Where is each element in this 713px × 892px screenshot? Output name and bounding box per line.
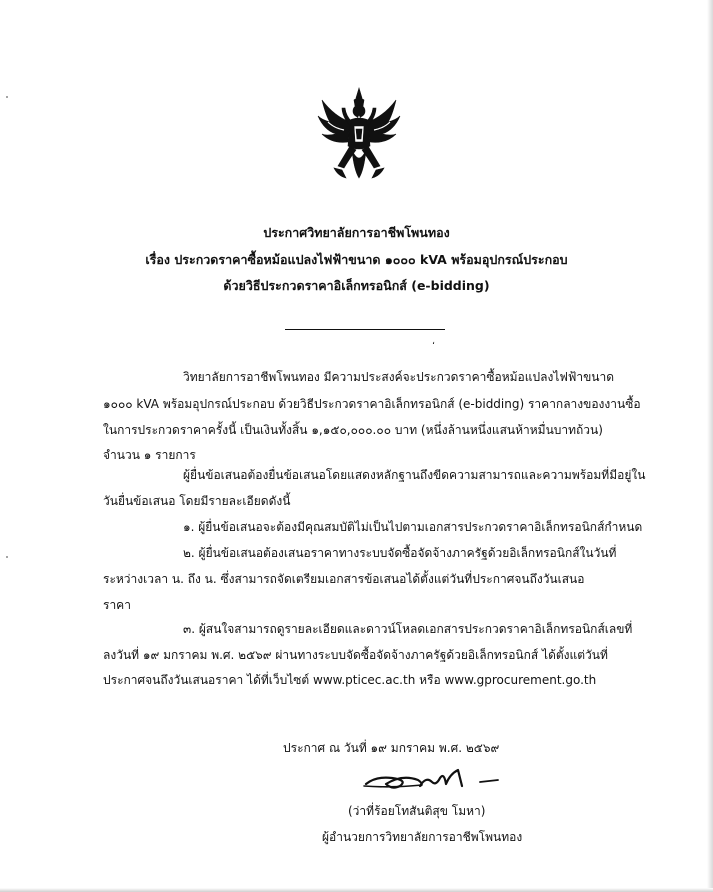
document-heading-org: ประกาศวิทยาลัยการอาชีพโพนทอง: [263, 225, 450, 240]
paragraph-2-line-1: ผู้ยื่นข้อเสนอต้องยื่นข้อเสนอโดยแสดงหลักฐานถึงขีดความสามารถและความพร้อมที่มีอยู่ใน: [183, 468, 646, 482]
list-item-3-line-3: ประกาศจนถึงวันเสนอราคา ได้ที่เว็บไซต์ www.pticec.ac.th หรือ www.gprocurement.go.th: [103, 673, 597, 687]
paragraph-1-line-1: วิทยาลัยการอาชีพโพนทอง มีความประสงค์จะประกวดราคาซื้อหม้อแปลงไฟฟ้าขนาด: [183, 370, 615, 384]
signer-name: (ว่าที่ร้อยโทสันติสุข โมหา): [348, 804, 486, 818]
garuda-emblem: [316, 86, 402, 186]
page-edge-shadow: [707, 0, 713, 892]
handwritten-signature: [362, 764, 502, 792]
document-heading-subject: เรื่อง ประกวดราคาซื้อหม้อแปลงไฟฟ้าขนาด ๑๐๐๐ kVA พร้อมอุปกรณ์ประกอบ: [145, 252, 568, 267]
list-item-2-line-3: ราคา: [103, 598, 131, 612]
document-heading-method: ด้วยวิธีประกวดราคาอิเล็กทรอนิกส์ (e-bidding): [223, 278, 490, 293]
stray-mark: ،: [432, 337, 435, 347]
list-item-2-line-1: ๒. ผู้ยื่นข้อเสนอต้องเสนอราคาทางระบบจัดซื้อจัดจ้างภาครัฐด้วยอิเล็กทรอนิกส์ในวันที่: [183, 546, 617, 560]
scan-speck: [6, 96, 8, 98]
paragraph-1-line-4: จำนวน ๑ รายการ: [103, 448, 196, 462]
list-item-3-line-1: ๓. ผู้สนใจสามารถดูรายละเอียดและดาวน์โหลดเอกสารประกวดราคาอิเล็กทรอนิกส์เลขที่: [183, 622, 633, 636]
paragraph-2-line-2: วันยื่นข้อเสนอ โดยมีรายละเอียดดังนี้: [103, 494, 291, 508]
list-item-3-line-2: ลงวันที่ ๑๙ มกราคม พ.ศ. ๒๕๖๙ ผ่านทางระบบจัดซื้อจัดจ้างภาครัฐด้วยอิเล็กทรอนิกส์ ได้ตั้งแต่วันที่: [103, 648, 608, 662]
announcement-date: ประกาศ ณ วันที่ ๑๙ มกราคม พ.ศ. ๒๕๖๙: [283, 741, 500, 755]
scan-speck: [6, 556, 8, 558]
heading-divider: [285, 329, 445, 330]
signer-title: ผู้อำนวยการวิทยาลัยการอาชีพโพนทอง: [322, 830, 523, 844]
paragraph-1-line-2: ๑๐๐๐ kVA พร้อมอุปกรณ์ประกอบ ด้วยวิธีประกวดราคาอิเล็กทรอนิกส์ (e-bidding) ราคากลางของงานซื้อ: [103, 397, 641, 411]
list-item-1: ๑. ผู้ยื่นข้อเสนอจะต้องมีคุณสมบัติไม่เป็นไปตามเอกสารประกวดราคาอิเล็กทรอนิกส์กำหนด: [183, 520, 643, 534]
list-item-2-line-2: ระหว่างเวลา น. ถึง น. ซึ่งสามารถจัดเตรียมเอกสารข้อเสนอได้ตั้งแต่วันที่ประกาศจนถึงวันเสนอ: [103, 572, 585, 586]
page-bottom-shadow: [0, 888, 713, 892]
paragraph-1-line-3: ในการประกวดราคาครั้งนี้ เป็นเงินทั้งสิ้น ๑,๑๕๐,๐๐๐.๐๐ บาท (หนึ่งล้านหนึ่งแสนห้าหมื่นบาทถ้วน): [103, 423, 603, 437]
